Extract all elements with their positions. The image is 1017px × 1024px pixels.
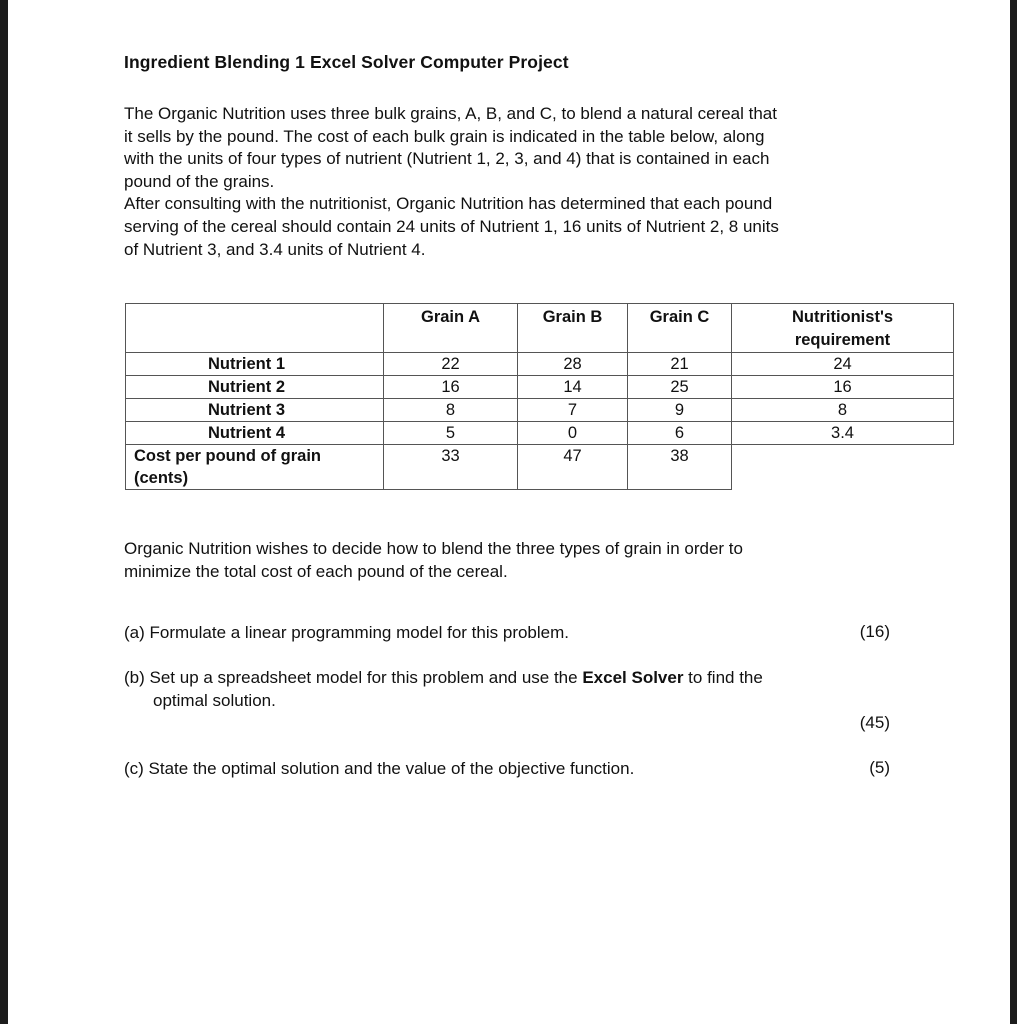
header-grain-b: Grain B (518, 304, 628, 353)
table-row (126, 376, 954, 399)
cell-value: 8 (384, 399, 518, 422)
question-b-text: (b) Set up a spreadsheet model for this problem and use the (124, 668, 583, 687)
cost-label-line: Cost per pound of grain (134, 447, 321, 465)
row-label: Nutrient 3 (126, 399, 384, 422)
header-requirement (732, 304, 954, 353)
cost-value: 33 (384, 445, 518, 490)
cell-value: 21 (628, 353, 732, 376)
cell-requirement: 16 (732, 376, 954, 399)
question-b-marks: (45) (859, 713, 890, 732)
nutrient-table (125, 303, 954, 490)
cell-value: 25 (628, 376, 732, 399)
page-title: Ingredient Blending 1 Excel Solver Computer Project (124, 52, 569, 72)
question-a-marks: (16) (859, 622, 890, 641)
cell-value: 7 (518, 399, 628, 422)
cell-value: 6 (628, 422, 732, 445)
cell-value: 28 (518, 353, 628, 376)
header-grain-a: Grain A (384, 304, 518, 353)
cell-value: 14 (518, 376, 628, 399)
closing-line: Organic Nutrition wishes to decide how to blend the three types of grain in order to (124, 539, 743, 558)
header-grain-c: Grain C (628, 304, 732, 353)
requirement-line: Nutritionist's (791, 308, 894, 326)
table-corner-cell (126, 304, 384, 353)
cost-label-line: (cents) (134, 469, 189, 487)
intro-line: pound of the grains. (124, 171, 275, 191)
excel-solver-bold: Excel Solver (582, 668, 684, 687)
question-b (124, 667, 763, 712)
cell-value: 9 (628, 399, 732, 422)
intro-line: it sells by the pound. The cost of each bulk grain is indicated in the table below, along (124, 126, 765, 146)
intro-line: The Organic Nutrition uses three bulk grains, A, B, and C, to blend a natural cereal that (124, 104, 777, 123)
question-b-line2: optimal solution. (153, 690, 276, 710)
requirement-line: requirement (794, 331, 891, 349)
table-row (126, 422, 954, 445)
table-header-row (126, 304, 954, 353)
table-row (126, 399, 954, 422)
intro-line: with the units of four types of nutrient (Nutrient 1, 2, 3, and 4) that is contained in each (124, 149, 770, 169)
question-b-text-after: to find the (683, 668, 763, 687)
intro-line: of Nutrient 3, and 3.4 units of Nutrient 4. (124, 239, 426, 259)
cell-value: 5 (384, 422, 518, 445)
cost-value: 47 (518, 445, 628, 490)
table-row (126, 353, 954, 376)
row-label: Nutrient 2 (126, 376, 384, 399)
table-row-cost (126, 445, 954, 490)
closing-text (124, 538, 864, 583)
intro-text (124, 103, 904, 261)
document-page (8, 0, 1010, 1024)
cost-label (126, 445, 384, 490)
cost-value: 38 (628, 445, 732, 490)
closing-line: minimize the total cost of each pound of the cereal. (124, 561, 508, 581)
cell-value: 0 (518, 422, 628, 445)
question-c: (c) State the optimal solution and the value of the objective function. (124, 759, 635, 778)
question-a: (a) Formulate a linear programming model for this problem. (124, 623, 570, 642)
cell-requirement: 24 (732, 353, 954, 376)
row-label: Nutrient 1 (126, 353, 384, 376)
question-c-marks: (5) (869, 758, 890, 777)
intro-paragraph-2 (124, 193, 904, 261)
intro-paragraph-1 (124, 103, 904, 193)
empty-cell (732, 445, 954, 490)
cell-value: 22 (384, 353, 518, 376)
intro-line: serving of the cereal should contain 24 units of Nutrient 1, 16 units of Nutrient 2, 8 units (124, 216, 779, 236)
row-label: Nutrient 4 (126, 422, 384, 445)
cell-requirement: 8 (732, 399, 954, 422)
cell-requirement: 3.4 (732, 422, 954, 445)
intro-line: After consulting with the nutritionist, Organic Nutrition has determined that each pound (124, 194, 773, 214)
cell-value: 16 (384, 376, 518, 399)
